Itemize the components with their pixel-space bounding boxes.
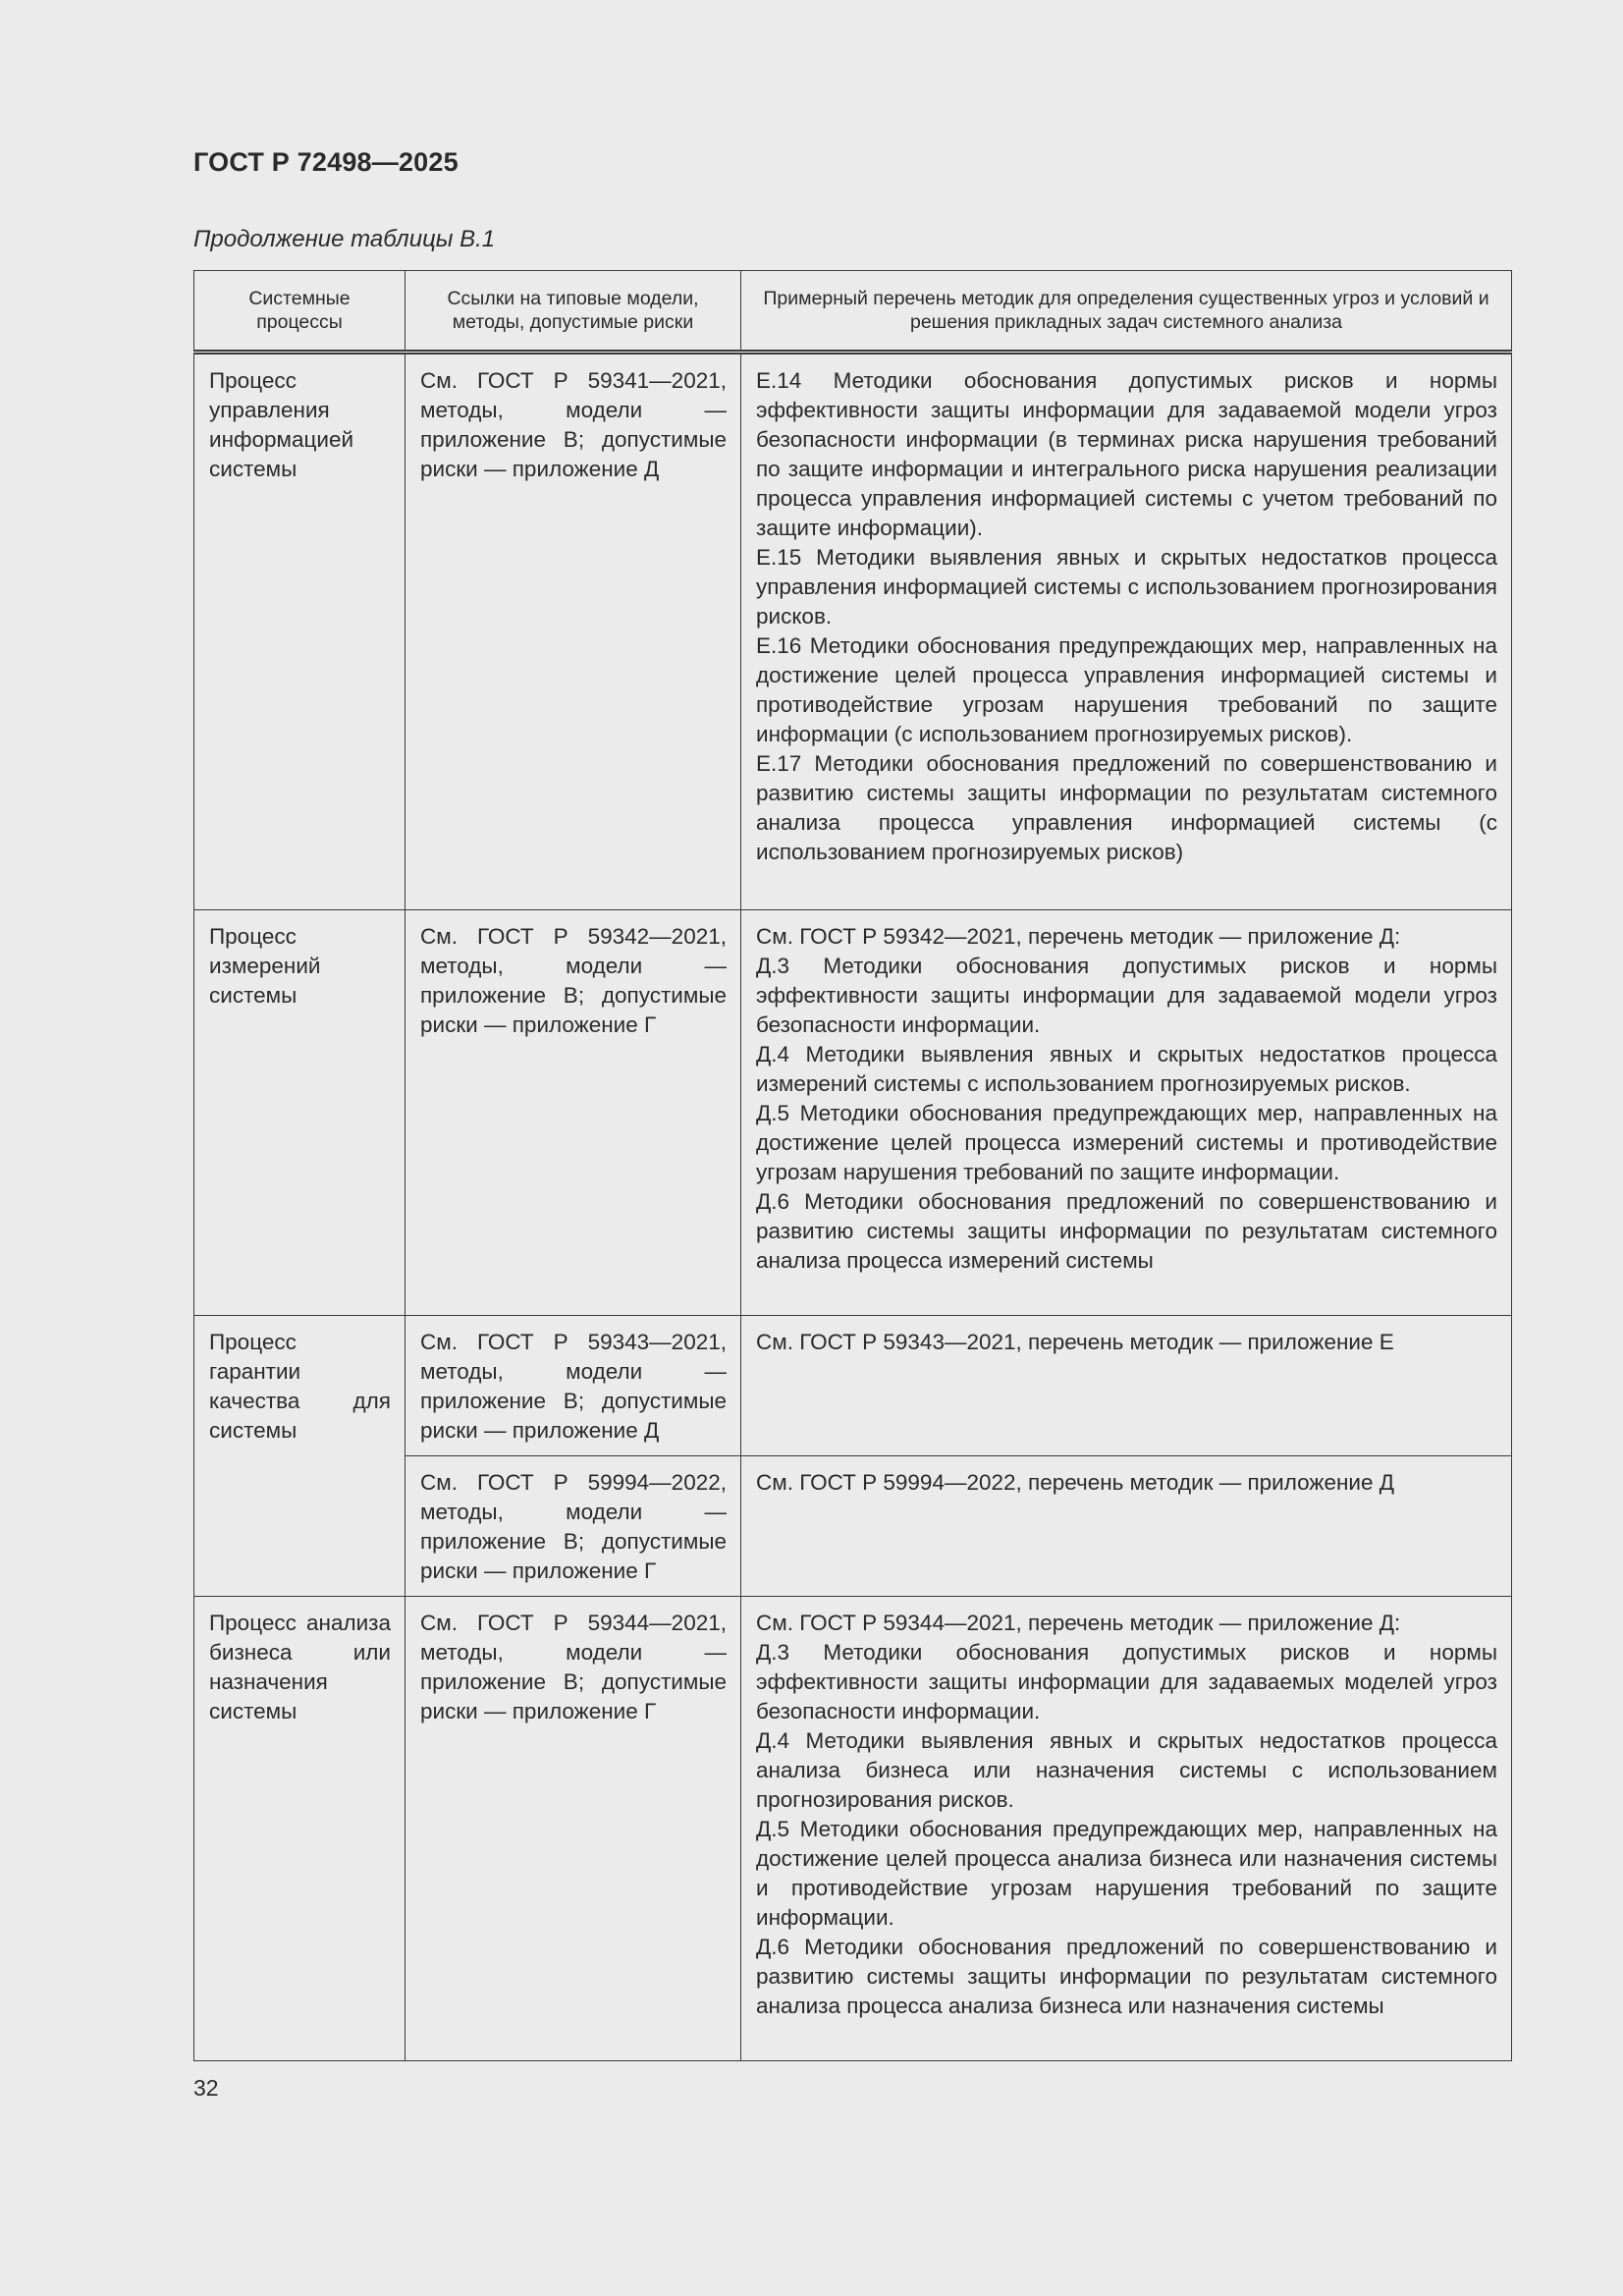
references-cell: См. ГОСТ Р 59342—2021, методы, модели — приложение В; допустимые риски — приложение Г (406, 910, 741, 1316)
process-cell: Процесс анализа бизнеса или назначения системы (194, 1597, 406, 2061)
references-cell: См. ГОСТ Р 59341—2021, методы, модели — приложение В; допустимые риски — приложение Д (406, 353, 741, 910)
methods-cell (741, 910, 1512, 1316)
method-item: Д.6 Методики обоснования предложений по совершенствованию и развитию системы защиты информации по результатам системного анализа процесса измерений системы (756, 1189, 1497, 1273)
table-row (194, 1597, 1512, 2061)
table-row (194, 910, 1512, 1316)
table-row (194, 1316, 1512, 1456)
process-cell: Процесс управления информацией системы (194, 353, 406, 910)
method-item: Е.17 Методики обоснования предложений по совершенствованию и развитию системы защиты информации по результатам системного анализа процесса управления информацией системы (с использованием прогнозируемых рисков) (756, 751, 1497, 864)
column-header-methods: Примерный перечень методик для определения существенных угроз и условий и решения прикладных задач системного анализа (741, 271, 1512, 353)
method-item: Е.15 Методики выявления явных и скрытых недостатков процесса управления информацией системы с использованием прогнозирования рисков. (756, 545, 1497, 629)
method-item: Д.4 Методики выявления явных и скрытых недостатков процесса измерений системы с использованием прогнозируемых рисков. (756, 1042, 1497, 1096)
method-item: См. ГОСТ Р 59343—2021, перечень методик — приложение Е (756, 1330, 1394, 1354)
method-item: См. ГОСТ Р 59344—2021, перечень методик — приложение Д: (756, 1611, 1401, 1635)
processes-table (193, 270, 1512, 2061)
method-item: Д.5 Методики обоснования предупреждающих мер, направленных на достижение целей процесса анализа бизнеса или назначения системы и противодействие угрозам нарушения требований по защите информации. (756, 1817, 1497, 1930)
method-item: См. ГОСТ Р 59342—2021, перечень методик — приложение Д: (756, 924, 1401, 949)
column-header-references: Ссылки на типовые модели, методы, допустимые риски (406, 271, 741, 353)
method-item: Е.16 Методики обоснования предупреждающих мер, направленных на достижение целей процесса управления информацией системы и противодействие угрозам нарушения требований по защите информации (с использованием прогнозируемых рисков). (756, 633, 1497, 746)
method-item: Д.4 Методики выявления явных и скрытых недостатков процесса анализа бизнеса или назначения системы с использованием прогнозирования рисков. (756, 1728, 1497, 1812)
method-item: Е.14 Методики обоснования допустимых рисков и нормы эффективности защиты информации для задаваемой модели угроз безопасности информации (в терминах риска нарушения требований по защите информации и интегрального риска нарушения реализации процесса управления информацией системы с учетом требований по защите информации). (756, 368, 1497, 540)
references-cell: См. ГОСТ Р 59344—2021, методы, модели — приложение В; допустимые риски — приложение Г (406, 1597, 741, 2061)
methods-cell (741, 353, 1512, 910)
column-header-processes: Системные процессы (194, 271, 406, 353)
table-caption: Продолжение таблицы В.1 (193, 226, 496, 252)
method-item: Д.6 Методики обоснования предложений по совершенствованию и развитию системы защиты информации по результатам системного анализа процесса анализа бизнеса или назначения системы (756, 1935, 1497, 2018)
method-item: Д.3 Методики обоснования допустимых рисков и нормы эффективности защиты информации для задаваемой модели угроз безопасности информации. (756, 954, 1497, 1037)
method-item: Д.3 Методики обоснования допустимых рисков и нормы эффективности защиты информации для задаваемых моделей угроз безопасности информации. (756, 1640, 1497, 1723)
process-cell: Процесс гарантии качества для системы (194, 1316, 406, 1597)
methods-cell (741, 1456, 1512, 1597)
page-number: 32 (193, 2075, 219, 2101)
process-cell: Процесс измерений системы (194, 910, 406, 1316)
method-item: См. ГОСТ Р 59994—2022, перечень методик — приложение Д (756, 1470, 1394, 1495)
methods-cell (741, 1316, 1512, 1456)
table-row (194, 353, 1512, 910)
document-title: ГОСТ Р 72498—2025 (193, 147, 459, 177)
table-header-row (194, 271, 1512, 353)
method-item: Д.5 Методики обоснования предупреждающих мер, направленных на достижение целей процесса измерений системы и противодействие угрозам нарушения требований по защите информации. (756, 1101, 1497, 1184)
methods-cell (741, 1597, 1512, 2061)
references-cell: См. ГОСТ Р 59343—2021, методы, модели — приложение В; допустимые риски — приложение Д (406, 1316, 741, 1456)
references-cell: См. ГОСТ Р 59994—2022, методы, модели — приложение В; допустимые риски — приложение Г (406, 1456, 741, 1597)
